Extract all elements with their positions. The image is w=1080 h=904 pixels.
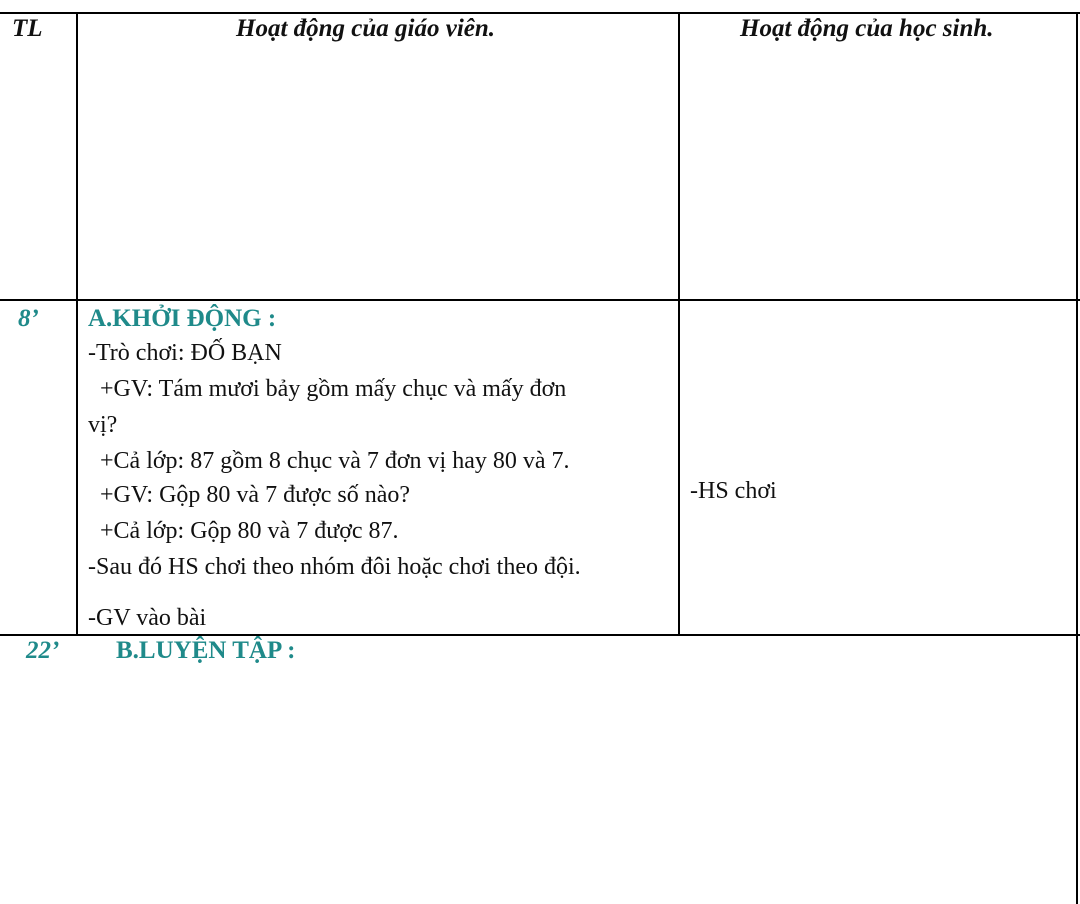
table-border-right (1076, 12, 1078, 904)
column-divider-time (76, 12, 78, 636)
row-time: 22’ (26, 637, 60, 664)
header-time: TL (12, 15, 43, 42)
teacher-line: -Trò chơi: ĐỐ BẠN (88, 340, 282, 366)
teacher-line: -Sau đó HS chơi theo nhóm đôi hoặc chơi theo đội. (88, 554, 581, 580)
teacher-line: +GV: Gộp 80 và 7 được số nào? (100, 482, 411, 508)
column-divider-teacher (678, 12, 680, 636)
row-time: 8’ (18, 305, 39, 332)
section-title: B.LUYỆN TẬP : (116, 637, 296, 664)
student-activity-text: -HS chơi (690, 478, 777, 504)
teacher-line: -GV vào bài (88, 605, 207, 631)
header-teacher-activity: Hoạt động của giáo viên. (236, 15, 496, 42)
section-title: A.KHỞI ĐỘNG : (88, 305, 277, 332)
header-student-activity: Hoạt động của học sinh. (740, 15, 994, 42)
teacher-line: +GV: Tám mươi bảy gồm mấy chục và mấy đơn (100, 376, 567, 402)
teacher-line: +Cả lớp: 87 gồm 8 chục và 7 đơn vị hay 80 và 7. (100, 448, 570, 474)
teacher-line: +Cả lớp: Gộp 80 và 7 được 87. (100, 518, 399, 544)
table-border-row1 (0, 299, 1080, 301)
teacher-line: vị? (88, 412, 118, 438)
